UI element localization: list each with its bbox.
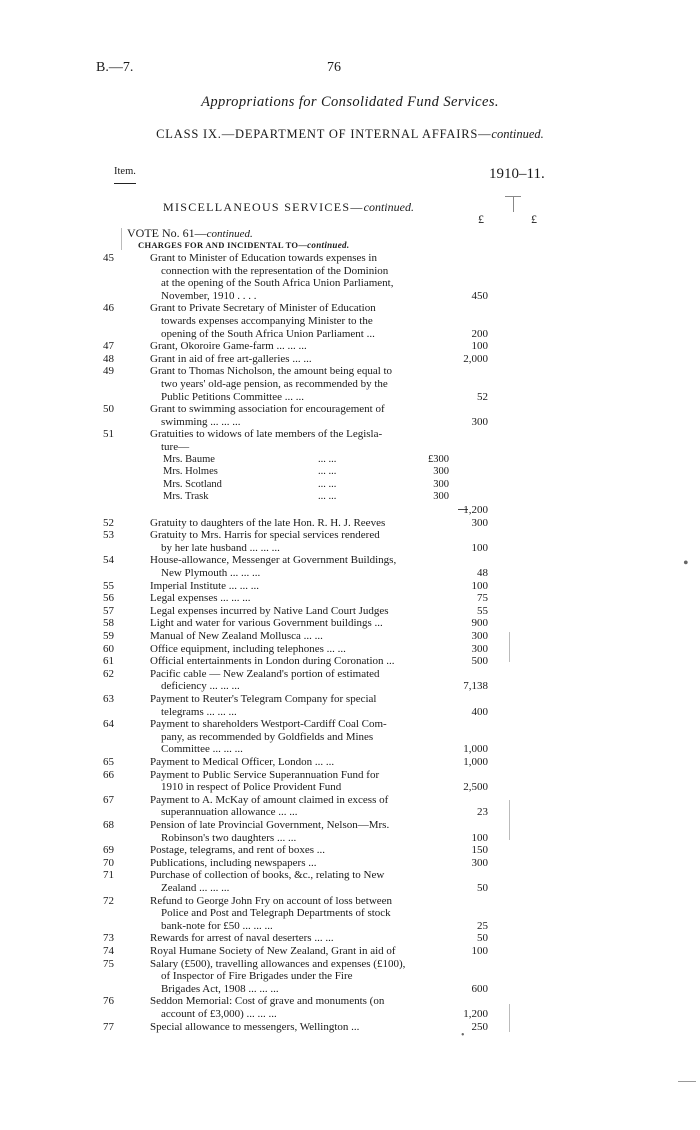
item-description xyxy=(150,605,454,618)
widow-amount: 300 xyxy=(433,466,449,478)
description-line: Public Petitions Committee ... ... xyxy=(161,390,304,403)
item-number: 60 xyxy=(103,642,114,655)
item-number: 62 xyxy=(103,667,114,680)
item-amount: 400 xyxy=(471,705,488,718)
description-line: Gratuities to widows of late members of the Legisla- xyxy=(150,428,383,441)
margin-rule xyxy=(678,1081,696,1082)
item-amount: 1,000 xyxy=(463,743,488,756)
item-number: 68 xyxy=(103,819,114,831)
column-rule xyxy=(509,800,510,840)
item-description xyxy=(150,353,454,366)
item-column-rule xyxy=(114,183,136,184)
description-line: at the opening of the South Africa Union Parliament, xyxy=(161,277,394,290)
item-number: 52 xyxy=(103,516,114,529)
item-number: 51 xyxy=(103,428,114,441)
description-line: telegrams ... ... ... xyxy=(161,705,237,718)
description-line: Imperial Institute ... ... ... xyxy=(150,579,260,592)
item-number: 55 xyxy=(103,579,114,592)
description-line: Office equipment, including telephones ... ... xyxy=(150,642,346,655)
description-line: ture— xyxy=(161,440,190,453)
description-line: Postage, telegrams, and rent of boxes ... xyxy=(150,844,326,857)
item-amount: 100 xyxy=(471,340,488,353)
item-description xyxy=(150,643,454,656)
item-number: 72 xyxy=(103,894,114,907)
item-description xyxy=(150,718,454,756)
item-description xyxy=(150,554,454,579)
page-number: 76 xyxy=(327,60,341,75)
description-line: Publications, including newspapers ... xyxy=(150,856,317,869)
item-amount: 1,000 xyxy=(463,756,488,768)
item-description xyxy=(150,869,454,894)
description-line: Gratuity to daughters of the late Hon. R. H. J. Reeves xyxy=(150,516,386,529)
description-line: 1910 in respect of Police Provident Fund xyxy=(161,781,342,794)
item-number: 66 xyxy=(103,768,114,781)
item-number: 77 xyxy=(103,1020,114,1033)
item-description xyxy=(150,932,454,945)
description-line: Grant to Private Secretary of Minister of Education xyxy=(150,302,376,315)
description-line: Gratuity to Mrs. Harris for special services rendered xyxy=(150,529,380,542)
item-amount: 900 xyxy=(471,617,488,630)
description-line: by her late husband ... ... ... xyxy=(161,541,280,554)
description-line: Grant to Thomas Nicholson, the amount being equal to xyxy=(150,365,393,378)
item-amount: 450 xyxy=(471,289,488,302)
item-description xyxy=(150,819,454,844)
page-ref: B.—7. xyxy=(96,60,134,75)
item-description xyxy=(150,1021,454,1034)
item-number: 61 xyxy=(103,655,114,668)
vote-cont: continued. xyxy=(206,228,253,240)
item-description xyxy=(150,945,454,958)
item-amount: 52 xyxy=(477,390,488,403)
column-rule xyxy=(509,632,510,662)
description-line: Zealand ... ... ... xyxy=(161,881,230,894)
vote-heading xyxy=(127,226,253,241)
item-description xyxy=(150,340,454,353)
currency-right: £ xyxy=(531,212,537,226)
item-number: 58 xyxy=(103,617,114,630)
item-number: 54 xyxy=(103,554,114,567)
item-description xyxy=(150,844,454,857)
item-number: 69 xyxy=(103,844,114,857)
item-number: 73 xyxy=(103,932,114,945)
item-amount: 48 xyxy=(477,567,488,579)
description-line: Legal expenses incurred by Native Land Court Judges xyxy=(150,604,389,617)
section-heading-cont: continued. xyxy=(363,200,414,214)
item-number: 57 xyxy=(103,604,114,617)
item-description xyxy=(150,693,454,718)
item-number: 50 xyxy=(103,403,114,416)
item-amount: 500 xyxy=(471,655,488,668)
item-description xyxy=(150,617,454,630)
description-line: Payment to A. McKay of amount claimed in excess of xyxy=(150,793,389,806)
description-line: account of £3,000) ... ... ... xyxy=(161,1007,277,1020)
item-description xyxy=(150,857,454,870)
section-heading xyxy=(163,200,414,215)
item-amount: 250 xyxy=(471,1020,488,1033)
item-number: 74 xyxy=(103,945,114,957)
item-number: 63 xyxy=(103,693,114,705)
item-number: 45 xyxy=(103,252,114,264)
widow-name: Mrs. Holmes xyxy=(163,466,218,478)
charges-heading xyxy=(138,240,349,250)
description-line: November, 1910 . . . . xyxy=(161,289,257,302)
description-line: Grant to Minister of Education towards expenses in xyxy=(150,252,377,264)
class-heading xyxy=(0,127,700,142)
description-line: towards expenses accompanying Minister to the xyxy=(161,314,373,327)
widow-amount: 300 xyxy=(433,491,449,503)
year-heading: 1910–11. xyxy=(489,166,545,182)
description-line: Manual of New Zealand Mollusca ... ... xyxy=(150,630,323,642)
item-amount: 1,200 xyxy=(463,1008,488,1020)
item-amount: 2,000 xyxy=(463,352,488,365)
description-line: Brigades Act, 1908 ... ... ... xyxy=(161,982,279,995)
description-line: two years' old-age pension, as recommended by the xyxy=(161,377,388,390)
item-number: 65 xyxy=(103,756,114,768)
description-line: Light and water for various Government buildings ... xyxy=(150,617,383,630)
widow-name: Mrs. Trask xyxy=(163,491,209,503)
description-line: Pension of late Provincial Government, Nelson—Mrs. xyxy=(150,819,390,831)
description-line: Committee ... ... ... xyxy=(161,743,243,756)
item-number: 76 xyxy=(103,995,114,1008)
description-line: opening of the South Africa Union Parliament ... xyxy=(161,327,375,340)
description-line: Payment to Medical Officer, London ... ... xyxy=(150,756,335,768)
section-heading-text: MISCELLANEOUS SERVICES— xyxy=(163,200,364,214)
widow-dots: ... ... xyxy=(318,478,337,490)
item-number: 64 xyxy=(103,718,114,731)
item-description xyxy=(150,403,454,428)
description-line: bank-note for £50 ... ... ... xyxy=(161,919,273,932)
item-description xyxy=(150,517,454,530)
margin-mark: • xyxy=(461,1030,465,1041)
description-line: Grant to swimming association for encouragement of xyxy=(150,403,385,416)
item-column-label: Item. xyxy=(114,166,136,177)
item-amount: 100 xyxy=(471,831,488,844)
item-amount: 150 xyxy=(471,844,488,857)
item-number: 48 xyxy=(103,352,114,365)
description-line: Payment to Public Service Superannuation Fund for xyxy=(150,768,380,781)
description-line: Special allowance to messengers, Wellington ... xyxy=(150,1020,360,1033)
description-line: superannuation allowance ... ... xyxy=(161,806,298,819)
item-amount: 300 xyxy=(471,415,488,428)
item-description xyxy=(150,756,454,769)
item-description xyxy=(150,995,454,1020)
margin-rule xyxy=(121,228,122,250)
description-line: Seddon Memorial: Cost of grave and monuments (on xyxy=(150,995,385,1008)
widow-name: Mrs. Baume xyxy=(163,453,215,465)
item-amount: 300 xyxy=(471,630,488,642)
description-line: Royal Humane Society of New Zealand, Grant in aid of xyxy=(150,945,396,957)
item-description xyxy=(150,794,454,819)
description-line: Payment to Reuter's Telegram Company for special xyxy=(150,693,377,705)
item-description xyxy=(150,668,454,693)
item-number: 53 xyxy=(103,529,114,542)
item-amount: 55 xyxy=(477,604,488,617)
widow-amount: £300 xyxy=(428,453,449,465)
description-line: pany, as recommended by Goldfields and Mines xyxy=(161,730,374,743)
item-description xyxy=(150,580,454,593)
item-amount: 2,500 xyxy=(463,781,488,794)
item-description xyxy=(150,895,454,933)
item-description xyxy=(150,592,454,605)
item-amount: 600 xyxy=(471,982,488,995)
item-amount: 50 xyxy=(477,932,488,945)
item-amount: 100 xyxy=(471,541,488,554)
description-line: Robinson's two daughters ... ... xyxy=(161,831,297,844)
charges-text: CHARGES FOR AND INCIDENTAL TO— xyxy=(138,240,308,250)
widow-name: Mrs. Scotland xyxy=(163,478,222,490)
item-number: 70 xyxy=(103,856,114,869)
item-number: 59 xyxy=(103,630,114,642)
item-number: 75 xyxy=(103,957,114,970)
item-description xyxy=(150,958,454,996)
currency-left: £ xyxy=(478,212,484,226)
description-line: Payment to shareholders Westport-Cardiff Coal Com- xyxy=(150,718,387,731)
description-line: Official entertainments in London during Coronation ... xyxy=(150,655,395,668)
description-line: New Plymouth ... ... ... xyxy=(161,566,261,579)
description-line: Legal expenses ... ... ... xyxy=(150,592,251,605)
item-description xyxy=(150,529,454,554)
description-line: Salary (£500), travelling allowances and expenses (£100), xyxy=(150,957,406,970)
column-rule xyxy=(509,1004,510,1032)
item-amount: 23 xyxy=(477,806,488,819)
class-heading-cont: continued. xyxy=(491,127,544,141)
widow-amount: 300 xyxy=(433,478,449,490)
description-line: swimming ... ... ... xyxy=(161,415,241,428)
item-description xyxy=(150,630,454,643)
item-number: 49 xyxy=(103,365,114,378)
item-description xyxy=(150,655,454,668)
margin-mark: • xyxy=(683,555,689,572)
item-amount: 200 xyxy=(471,327,488,340)
item-amount: 300 xyxy=(471,856,488,869)
widow-dots: ... ... xyxy=(318,491,337,503)
item-amount: 75 xyxy=(477,592,488,605)
item-number: 56 xyxy=(103,592,114,605)
year-divider xyxy=(513,196,514,212)
description-line: Police and Post and Telegraph Departments of stock xyxy=(161,907,391,920)
item-description xyxy=(150,252,454,302)
description-line: Grant in aid of free art-galleries ... ... xyxy=(150,352,312,365)
item-description xyxy=(150,302,454,340)
item-amount: 300 xyxy=(471,642,488,655)
description-line: Purchase of collection of books, &c., relating to New xyxy=(150,869,385,882)
item-description xyxy=(150,769,454,794)
description-line: connection with the representation of the Dominion xyxy=(161,264,389,277)
description-line: of Inspector of Fire Brigades under the Fire xyxy=(161,970,353,983)
page-title: Appropriations for Consolidated Fund Services. xyxy=(201,94,499,110)
widows-total: 1,200 xyxy=(463,504,488,516)
item-number: 71 xyxy=(103,869,114,882)
item-amount: 100 xyxy=(471,945,488,957)
description-line: Grant, Okoroire Game-farm ... ... ... xyxy=(150,340,307,353)
item-amount: 25 xyxy=(477,919,488,932)
widow-dots: ... ... xyxy=(318,453,337,465)
description-line: deficiency ... ... ... xyxy=(161,680,240,693)
charges-cont: continued. xyxy=(307,240,350,250)
vote-text: VOTE No. 61— xyxy=(127,226,207,240)
item-amount: 300 xyxy=(471,516,488,529)
item-description xyxy=(150,428,454,453)
description-line: House-allowance, Messenger at Government Buildings, xyxy=(150,554,397,567)
item-amount: 7,138 xyxy=(463,680,488,693)
description-line: Refund to George John Fry on account of loss between xyxy=(150,894,393,907)
widow-dots: ... ... xyxy=(318,466,337,478)
class-heading-text: CLASS IX.—DEPARTMENT OF INTERNAL AFFAIRS— xyxy=(156,127,492,141)
item-description xyxy=(150,365,454,403)
item-amount: 100 xyxy=(471,579,488,592)
description-line: Pacific cable — New Zealand's portion of estimated xyxy=(150,667,380,680)
item-number: 47 xyxy=(103,340,114,353)
item-number: 67 xyxy=(103,793,114,806)
item-number: 46 xyxy=(103,302,114,315)
description-line: Rewards for arrest of naval deserters ... ... xyxy=(150,932,334,945)
item-amount: 50 xyxy=(477,882,488,894)
